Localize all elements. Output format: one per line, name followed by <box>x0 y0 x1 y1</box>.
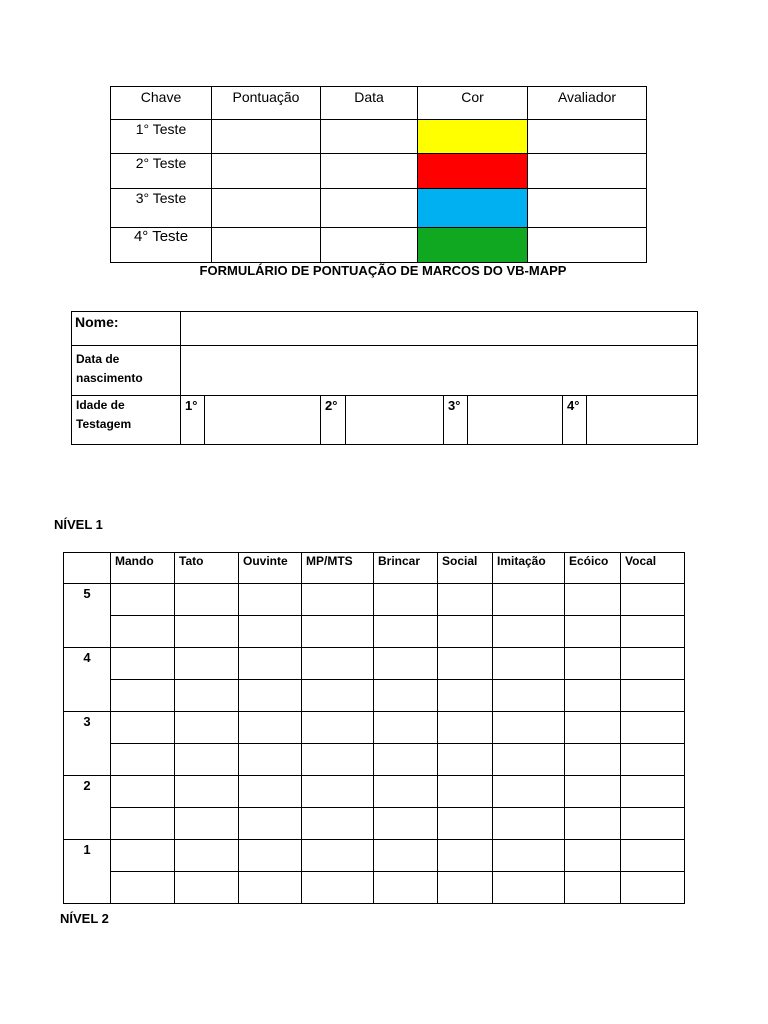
form-title: FORMULÁRIO DE PONTUAÇÃO DE MARCOS DO VB-MAPP <box>199 263 567 278</box>
score-cell[interactable] <box>111 808 175 840</box>
name-field[interactable] <box>181 312 698 346</box>
score-cell[interactable] <box>302 872 374 904</box>
score-cell[interactable] <box>302 584 374 616</box>
score-cell[interactable] <box>239 840 302 872</box>
score-cell[interactable] <box>374 776 438 808</box>
score-cell[interactable] <box>621 616 685 648</box>
score-cell[interactable] <box>565 712 621 744</box>
score-cell[interactable] <box>175 808 239 840</box>
key-row-test-2 <box>111 154 647 189</box>
corner-cell <box>64 553 111 584</box>
test-age-field-4[interactable] <box>587 396 698 445</box>
birth-row <box>72 346 698 396</box>
score-cell[interactable] <box>374 808 438 840</box>
test-1-label: 1° Teste <box>111 120 212 154</box>
score-cell[interactable] <box>493 744 565 776</box>
domain-imitacao: Imitação <box>493 553 565 584</box>
score-cell[interactable] <box>175 680 239 712</box>
score-cell[interactable] <box>111 712 175 744</box>
header-chave: Chave <box>111 87 212 120</box>
domain-tato: Tato <box>175 553 239 584</box>
test-age-field-2[interactable] <box>346 396 444 445</box>
score-cell[interactable] <box>493 840 565 872</box>
level-1-label: NÍVEL 1 <box>54 517 103 532</box>
score-cell[interactable] <box>565 680 621 712</box>
score-cell[interactable] <box>302 744 374 776</box>
test-2-color-swatch <box>418 154 528 189</box>
test-age-label: Idade de Testagem <box>72 396 181 445</box>
score-cell[interactable] <box>302 712 374 744</box>
score-cell[interactable] <box>438 744 493 776</box>
score-cell[interactable] <box>565 648 621 680</box>
level-number-1: 1 <box>64 840 111 904</box>
test-4-date-cell[interactable] <box>321 228 418 263</box>
test-age-row <box>72 396 698 445</box>
level-2-label: NÍVEL 2 <box>60 911 109 926</box>
level-1-grid <box>63 552 685 904</box>
score-cell[interactable] <box>493 776 565 808</box>
level-grid-row <box>64 840 685 872</box>
level-grid-row <box>64 584 685 616</box>
score-cell[interactable] <box>111 872 175 904</box>
level-grid-row <box>64 872 685 904</box>
score-cell[interactable] <box>493 680 565 712</box>
score-cell[interactable] <box>175 776 239 808</box>
score-cell[interactable] <box>239 776 302 808</box>
score-cell[interactable] <box>493 616 565 648</box>
score-cell[interactable] <box>374 744 438 776</box>
score-cell[interactable] <box>374 648 438 680</box>
domain-ouvinte: Ouvinte <box>239 553 302 584</box>
score-cell[interactable] <box>239 744 302 776</box>
score-cell[interactable] <box>302 648 374 680</box>
score-cell[interactable] <box>374 680 438 712</box>
test-age-number-2: 2° <box>321 396 346 445</box>
score-cell[interactable] <box>239 648 302 680</box>
level-grid-row <box>64 712 685 744</box>
score-cell[interactable] <box>438 648 493 680</box>
score-cell[interactable] <box>374 872 438 904</box>
score-cell[interactable] <box>239 680 302 712</box>
domain-vocal: Vocal <box>621 553 685 584</box>
score-cell[interactable] <box>621 648 685 680</box>
test-3-score-cell[interactable] <box>212 189 321 228</box>
score-cell[interactable] <box>565 808 621 840</box>
key-row-test-1 <box>111 120 647 154</box>
header-pontuacao: Pontuação <box>212 87 321 120</box>
score-cell[interactable] <box>302 776 374 808</box>
test-3-color-swatch <box>418 189 528 228</box>
test-2-evaluator-cell[interactable] <box>528 154 647 189</box>
score-cell[interactable] <box>438 616 493 648</box>
test-4-evaluator-cell[interactable] <box>528 228 647 263</box>
score-cell[interactable] <box>621 840 685 872</box>
test-3-evaluator-cell[interactable] <box>528 189 647 228</box>
score-cell[interactable] <box>493 872 565 904</box>
score-cell[interactable] <box>374 616 438 648</box>
key-table-header-row <box>111 87 647 120</box>
test-2-label: 2° Teste <box>111 154 212 189</box>
score-cell[interactable] <box>239 872 302 904</box>
domain-brincar: Brincar <box>374 553 438 584</box>
score-cell[interactable] <box>438 808 493 840</box>
level-grid-row <box>64 744 685 776</box>
score-cell[interactable] <box>111 744 175 776</box>
level-grid-row <box>64 648 685 680</box>
test-age-number-4: 4° <box>563 396 587 445</box>
test-key-table <box>110 86 647 263</box>
level-grid-row <box>64 616 685 648</box>
score-cell[interactable] <box>111 616 175 648</box>
score-cell[interactable] <box>302 840 374 872</box>
score-cell[interactable] <box>565 872 621 904</box>
test-4-score-cell[interactable] <box>212 228 321 263</box>
score-cell[interactable] <box>621 712 685 744</box>
score-cell[interactable] <box>175 584 239 616</box>
score-cell[interactable] <box>621 584 685 616</box>
score-cell[interactable] <box>621 808 685 840</box>
score-cell[interactable] <box>621 680 685 712</box>
score-cell[interactable] <box>438 872 493 904</box>
test-2-date-cell[interactable] <box>321 154 418 189</box>
score-cell[interactable] <box>175 744 239 776</box>
score-cell[interactable] <box>239 712 302 744</box>
score-cell[interactable] <box>438 680 493 712</box>
score-cell[interactable] <box>565 776 621 808</box>
key-row-test-3 <box>111 189 647 228</box>
test-1-evaluator-cell[interactable] <box>528 120 647 154</box>
score-cell[interactable] <box>239 808 302 840</box>
score-cell[interactable] <box>438 712 493 744</box>
level-number-3: 3 <box>64 712 111 776</box>
test-4-label: 4° Teste <box>111 228 212 263</box>
level-grid-row <box>64 808 685 840</box>
domain-mando: Mando <box>111 553 175 584</box>
domain-ecoico: Ecóico <box>565 553 621 584</box>
score-cell[interactable] <box>493 808 565 840</box>
score-cell[interactable] <box>175 648 239 680</box>
score-cell[interactable] <box>175 712 239 744</box>
identification-table <box>71 311 698 445</box>
score-cell[interactable] <box>111 648 175 680</box>
score-cell[interactable] <box>111 840 175 872</box>
level-number-2: 2 <box>64 776 111 840</box>
level-grid-header-row <box>64 553 685 584</box>
score-cell[interactable] <box>621 776 685 808</box>
score-cell[interactable] <box>302 808 374 840</box>
level-grid-body <box>64 584 685 904</box>
score-cell[interactable] <box>565 616 621 648</box>
test-age-field-3[interactable] <box>468 396 563 445</box>
score-cell[interactable] <box>111 776 175 808</box>
score-cell[interactable] <box>565 840 621 872</box>
test-1-score-cell[interactable] <box>212 120 321 154</box>
birth-date-label: Data de nascimento <box>72 346 181 396</box>
score-cell[interactable] <box>374 584 438 616</box>
score-cell[interactable] <box>239 616 302 648</box>
birth-date-field[interactable] <box>181 346 698 396</box>
score-cell[interactable] <box>175 616 239 648</box>
level-number-5: 5 <box>64 584 111 648</box>
test-age-field-1[interactable] <box>205 396 321 445</box>
header-data: Data <box>321 87 418 120</box>
test-age-number-1: 1° <box>181 396 205 445</box>
score-cell[interactable] <box>175 840 239 872</box>
score-cell[interactable] <box>111 584 175 616</box>
score-cell[interactable] <box>621 872 685 904</box>
name-row <box>72 312 698 346</box>
score-cell[interactable] <box>493 712 565 744</box>
score-cell[interactable] <box>175 872 239 904</box>
domain-social: Social <box>438 553 493 584</box>
score-cell[interactable] <box>374 840 438 872</box>
level-number-4: 4 <box>64 648 111 712</box>
score-cell[interactable] <box>493 584 565 616</box>
test-2-score-cell[interactable] <box>212 154 321 189</box>
level-grid-row <box>64 776 685 808</box>
score-cell[interactable] <box>565 584 621 616</box>
score-cell[interactable] <box>438 584 493 616</box>
name-label: Nome: <box>72 312 181 346</box>
test-1-date-cell[interactable] <box>321 120 418 154</box>
header-avaliador: Avaliador <box>528 87 647 120</box>
test-age-number-3: 3° <box>444 396 468 445</box>
score-cell[interactable] <box>493 648 565 680</box>
score-cell[interactable] <box>621 744 685 776</box>
domain-mp-mts: MP/MTS <box>302 553 374 584</box>
score-cell[interactable] <box>438 776 493 808</box>
test-4-color-swatch <box>418 228 528 263</box>
score-cell[interactable] <box>565 744 621 776</box>
score-cell[interactable] <box>111 680 175 712</box>
score-cell[interactable] <box>302 680 374 712</box>
score-cell[interactable] <box>438 840 493 872</box>
header-cor: Cor <box>418 87 528 120</box>
key-row-test-4 <box>111 228 647 263</box>
test-3-label: 3° Teste <box>111 189 212 228</box>
score-cell[interactable] <box>374 712 438 744</box>
test-1-color-swatch <box>418 120 528 154</box>
test-3-date-cell[interactable] <box>321 189 418 228</box>
score-cell[interactable] <box>302 616 374 648</box>
score-cell[interactable] <box>239 584 302 616</box>
level-grid-row <box>64 680 685 712</box>
